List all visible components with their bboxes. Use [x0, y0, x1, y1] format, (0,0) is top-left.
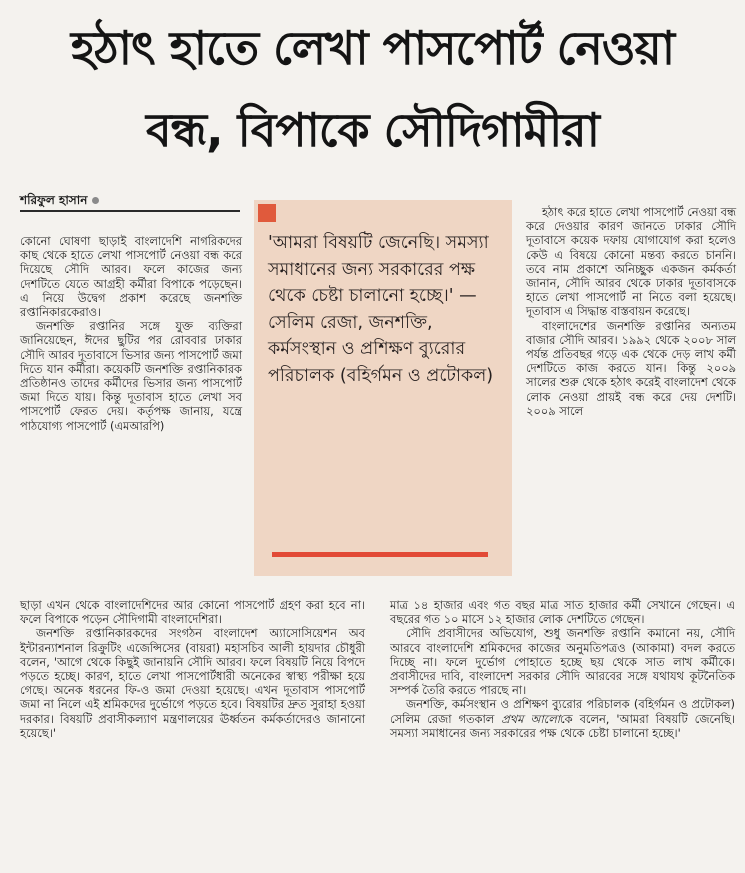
paragraph: কোনো ঘোষণা ছাড়াই বাংলাদেশি নাগরিকদের কাছ থেকে হাতে লেখা পাসপোর্ট নেওয়া বন্ধ করে দিয়েছে সৌদি আরব। ফলে কাজের জন্য দেশটিতে যেতে আগ্রহী কর্মীরা বিপাকে পড়েছেন। এ নিয়ে উদ্বেগ প্রকাশ করেছে জনশক্তি রপ্তানিকারকেরাও।: [20, 234, 242, 320]
paragraph: হঠাৎ করে হাতে লেখা পাসপোর্ট নেওয়া বন্ধ করে দেওয়ার কারণ জানতে ঢাকার সৌদি দূতাবাসে কয়েক দফায় যোগাযোগ করা হলেও কেউ এ বিষয়ে কোনো মন্তব্য করতে চাননি। তবে নাম প্রকাশে অনিচ্ছুক একজন কর্মকর্তা জানান, সৌদি আরব থেকে ঢাকার দূতাবাসকে হাতে লেখা পাসপোর্ট না নিতে বলা হয়েছে। দূতাবাস এ সিদ্ধান্ত বাস্তবায়ন করেছে।: [526, 205, 736, 319]
paragraph: জনশক্তি রপ্তানির সঙ্গে যুক্ত ব্যক্তিরা জানিয়েছেন, ঈদের ছুটির পর রোববার ঢাকার সৌদি আরব দূতাবাসে ভিসার জন্য পাসপোর্ট জমা দিতে যান কর্মীরা। কয়েকটি জনশক্তি রপ্তানিকারক প্রতিষ্ঠানও তাদের কর্মীদের ভিসার জন্য পাসপোর্ট জমা দিতে যায়। কিন্তু দূতাবাস হাতে লেখা সব পাসপোর্ট ফেরত দেয়। কর্তৃপক্ষ জানায়, যন্ত্রে পাঠযোগ্য পাসপোর্ট (এমআরপি): [20, 319, 242, 433]
pull-quote-box: [254, 200, 512, 576]
quote-marker-icon: [258, 204, 276, 222]
author-name: শরিফুল হাসান: [20, 193, 88, 207]
paragraph: ছাড়া এখন থেকে বাংলাদেশিদের আর কোনো পাসপোর্ট গ্রহণ করা হবে না। ফলে বিপাকে পড়েন সৌদিগামী বাংলাদেশিরা।: [20, 598, 365, 627]
paragraph: সৌদি প্রবাসীদের অভিযোগ, শুধু জনশক্তি রপ্তানি কমানো নয়, সৌদি আরবে বাংলাদেশি শ্রমিকদের কাজের অনুমতিপত্রও (আকামা) বদল করতে দিচ্ছে না। ফলে দুর্ভোগ পোহাতে হচ্ছে ছয় থেকে সাত লাখ কর্মীকে। প্রবাসীদের দাবি, বাংলাদেশ সরকার সৌদি আরবের সঙ্গে যথাযথ কূটনৈতিক সম্পর্ক তৈরি করতে পারছে না।: [390, 626, 735, 698]
bullet-icon: [92, 197, 99, 204]
byline: [20, 192, 99, 212]
headline-line-2: বন্ধ, বিপাকে সৌদিগামীরা: [146, 103, 599, 157]
paragraph: জনশক্তি রপ্তানিকারকদের সংগঠন বাংলাদেশ অ্যাসোসিয়েশন অব ইন্টারন্যাশনাল রিক্রুটিং এজেন্সিসের (বায়রা) মহাসচিব আলী হায়দার চৌধুরী বলেন, 'আগে থেকে কিছুই জানায়নি সৌদি আরব। ফলে বিষয়টি নিয়ে বিপদে পড়তে হচ্ছে। কারণ, হাতে লেখা পাসপোর্টধারী অনেকের স্বাস্থ্য পরীক্ষা হয়ে গেছে। অনেক ধরনের ফি-ও জমা দেওয়া হয়েছে। এখন দূতাবাস পাসপোর্ট জমা না নিলে এই শ্রমিকদের দুর্ভোগে পড়তে হবে। বিষয়টির দ্রুত সুরাহা হওয়া দরকার। বিষয়টি প্রবাসীকল্যাণ মন্ত্রণালয়ের ঊর্ধ্বতন কর্মকর্তাদেরও জানানো হয়েছে।': [20, 626, 365, 740]
pull-quote-underline: [272, 552, 488, 557]
paragraph: [390, 697, 735, 740]
column-right: [526, 205, 736, 418]
column-bottom-right: [390, 598, 735, 740]
newspaper-name: প্রথম আলো: [501, 711, 561, 726]
headline-line-1: হঠাৎ হাতে লেখা পাসপোর্ট নেওয়া: [70, 21, 675, 75]
column-left: [20, 234, 242, 433]
pull-quote-text: 'আমরা বিষয়টি জেনেছি। সমস্যা সমাধানের জন্য সরকারের পক্ষ থেকে চেষ্টা চালানো হচ্ছে।' —সেলিম রেজা, জনশক্তি, কর্মসংস্থান ও প্রশিক্ষণ ব্যুরোর পরিচালক (বহির্গমন ও প্রটোকল): [268, 233, 494, 386]
byline-rule: [20, 210, 240, 212]
paragraph: বাংলাদেশের জনশক্তি রপ্তানির অন্যতম বাজার সৌদি আরব। ১৯৯২ থেকে ২০০৮ সাল পর্যন্ত প্রতিবছর গড়ে এক থেকে দেড় লাখ কর্মী দেশটিতে কাজ করতে যান। কিন্তু ২০০৯ সালের শুরু থেকে হঠাৎ করেই বাংলাদেশ থেকে লোক নেওয়া প্রায়ই বন্ধ করে দেয় দেশটি। ২০০৯ সালে: [526, 318, 736, 418]
column-bottom-left: [20, 598, 365, 740]
paragraph-text: কে বলেন, 'আমরা বিষয়টি জেনেছি। সমস্যা সমাধানের জন্য সরকারের পক্ষ থেকে চেষ্টা চালানো হচ্ছে।': [390, 711, 736, 740]
paragraph-text: জনশক্তি, কর্মসংস্থান ও প্রশিক্ষণ ব্যুরোর পরিচালক (বহির্গমন ও প্রটোকল) সেলিম রেজা গতকাল: [390, 697, 735, 726]
paragraph: মাত্র ১৪ হাজার এবং গত বছর মাত্র সাত হাজার কর্মী সেখানে গেছেন। এ বছরের গত ১০ মাসে ১২ হাজার লোক দেশটিতে গেছেন।: [390, 598, 735, 627]
